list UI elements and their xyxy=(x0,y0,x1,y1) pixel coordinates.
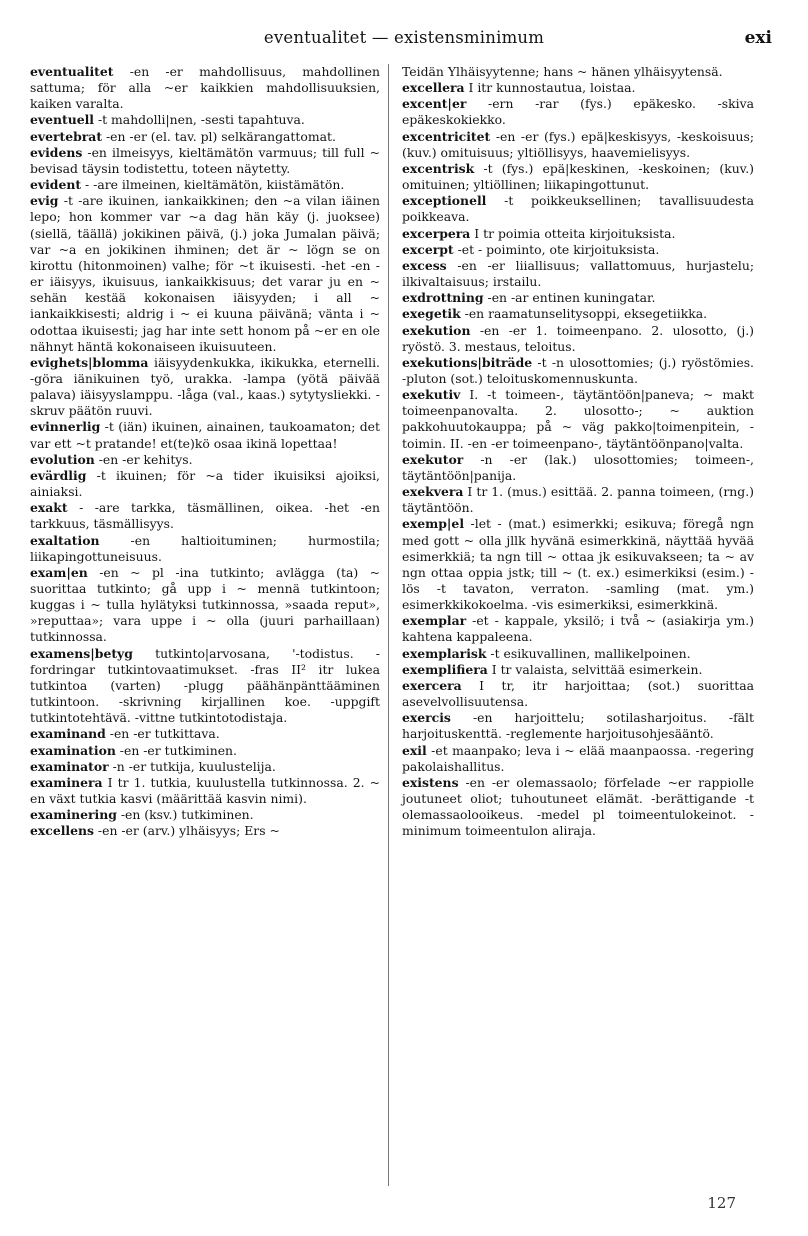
entry-headword: examinering xyxy=(30,807,117,823)
entry-headword: excent|er xyxy=(402,96,467,112)
dictionary-entry xyxy=(30,468,380,500)
dictionary-entry xyxy=(402,484,754,516)
entry-headword: exam|en xyxy=(30,564,88,580)
entry-definition: -n -er tutkija, kuulustelija. xyxy=(108,758,276,774)
entry-headword: exercis xyxy=(402,710,451,726)
entry-headword: evidens xyxy=(30,144,83,160)
entry-definition: -t esikuvallinen, mallikelpoinen. xyxy=(486,645,691,661)
dictionary-entry xyxy=(402,258,754,290)
entry-definition: -t ikuinen; för ~a tider ikuisiksi ajoiksi, ainiaksi. xyxy=(30,467,380,500)
entry-headword: examens|betyg xyxy=(30,645,133,661)
entry-definition: -en (ksv.) tutkiminen. xyxy=(116,807,254,823)
dictionary-entry xyxy=(402,743,754,775)
entry-headword: evärdlig xyxy=(30,467,87,483)
dictionary-entry xyxy=(30,775,380,807)
entry-definition: I itr kunnostautua, loistaa. xyxy=(464,80,636,96)
entry-headword: evinnerlig xyxy=(30,419,101,435)
entry-headword: excerpera xyxy=(402,225,471,241)
dictionary-entry xyxy=(30,355,380,420)
entry-definition: I tr valaista, selvittää esimerkein. xyxy=(487,661,703,677)
entry-headword: evighets|blomma xyxy=(30,354,149,370)
entry-headword: evident xyxy=(30,177,82,193)
entry-headword: excerpt xyxy=(402,241,454,257)
entry-headword: exegetik xyxy=(402,306,461,322)
entry-definition: I tr 1. tutkia, kuulustella tutkinnossa. 2. ~ en växt tutkia kasvi (määrittää kasvin nimi). xyxy=(30,774,380,807)
entry-definition: -t mahdolli|nen, -sesti tapahtuva. xyxy=(94,112,305,128)
entry-definition: -en -er tutkiminen. xyxy=(115,742,237,758)
entry-definition: -en raamatunselitysoppi, eksegetiikka. xyxy=(460,306,708,322)
dictionary-entry xyxy=(30,452,380,468)
entry-headword: eventualitet xyxy=(30,64,114,79)
entry-headword: exil xyxy=(402,742,427,758)
entry-definition: -en -er tutkittava. xyxy=(105,726,220,742)
dictionary-entry xyxy=(402,516,754,613)
entry-definition: -t poikkeuksellinen; tavallisuudesta poikkeava. xyxy=(402,193,754,225)
dictionary-entry xyxy=(30,726,380,742)
entry-definition: -n -er (lak.) ulosottomies; toimeen-, täytäntöön|panija. xyxy=(402,451,754,483)
entry-headword: examinand xyxy=(30,726,106,742)
entry-definition: - -are tarkka, täsmällinen, oikea. -het -en tarkkuus, täsmällisyys. xyxy=(30,500,380,532)
entry-definition: -t (iän) ikuinen, ainainen, taukoamaton; det var ett ~t pratande! et(te)kö osaa ikinä lopettaa! xyxy=(30,419,380,451)
entry-definition: -en -er mahdollisuus, mahdollinen sattuma; för alla ~er kaikkien mahdollisuuksien, kaiken varalta. xyxy=(30,64,380,112)
entry-headword: exercera xyxy=(402,677,462,693)
entry-definition: -en -er 1. toimeenpano. 2. ulosotto, (j.) ryöstö. 3. mestaus, teloitus. xyxy=(402,322,754,354)
dictionary-entry xyxy=(30,823,380,839)
entry-headword: exakt xyxy=(30,500,68,516)
entry-headword: excess xyxy=(402,257,447,273)
entry-definition: I tr poimia otteita kirjoituksista. xyxy=(470,225,676,241)
dictionary-entry xyxy=(30,112,380,128)
entry-headword: exekutor xyxy=(402,451,464,467)
running-title: eventualitet — existensminimum xyxy=(263,28,545,47)
dictionary-entry xyxy=(30,565,380,646)
entry-definition: -en ~ pl -ina tutkinto; avlägga (ta) ~ suorittaa tutkinto; gå upp i ~ mennä tutkintoon; kuggas i ~ tulla hylätyksi tutkinnossa, »saada reput», »reputtaa»; vara uppe i ~ olla (juuri parhaillaan) tutkinnossa. xyxy=(30,564,380,645)
entry-definition: I. -t toimeen-, täytäntöön|paneva; ~ makt toimeenpanovalta. 2. ulosotto-; ~ auktion pakkohuutokauppa; på ~ väg pakko|toimenpitein, -toimin. II. -en -er toimeenpano-, täytäntöönpano|valta. xyxy=(402,387,754,451)
dictionary-entry xyxy=(402,64,754,80)
entry-headword: excentricitet xyxy=(402,128,491,144)
dictionary-entry xyxy=(402,226,754,242)
dictionary-entry xyxy=(402,662,754,678)
entry-definition: tutkinto|arvosana, '-todistus. -fordringar tutkintovaatimukset. -fras II² itr lukea tutkintoa (varten) -plugg päähänpänttääminen tutkintoon. -skrivning kirjallinen koe. -uppgift tutkintotehtävä. -vittne tutkintotodistaja. xyxy=(30,645,380,726)
entry-headword: examination xyxy=(30,742,116,758)
entry-headword: examinator xyxy=(30,758,109,774)
entry-definition: -t -are ikuinen, iankaikkinen; den ~a vilan iäinen lepo; hon kommer var ~a dag hän käy (j. juoksee) (siellä, täällä) jokikinen päivä, (j.) joka Jumalan päivä; var ~a en jokikinen ihminen; det är ~ lögn se on kirottu (hitonmoinen) valhe; för ~t ikuisesti. -het -en -er iäisyys, ikuisuus, iankaikkisuus; det varar ju en ~ sehän kestää kokonaisen iäisyyden; i all ~ iankaikkisesti; aldrig i ~ ei kuuna päivänä; vänta i ~ odottaa ikuisesti; jag har inte sett honom på ~er en ole nähnyt häntä kokonaiseen ikuisuuteen. xyxy=(30,193,380,354)
dictionary-entry xyxy=(402,290,754,306)
entry-headword: excellera xyxy=(402,80,465,96)
entry-definition: -en -er (fys.) epä|keskisyys, -keskoisuus; (kuv.) omituisuus; yltiöllisyys, haavemielisyys. xyxy=(402,128,754,160)
dictionary-entry xyxy=(402,80,754,96)
entry-headword: exemplarisk xyxy=(402,645,487,661)
entry-definition: Teidän Ylhäisyytenne; hans ~ hänen ylhäisyytensä. xyxy=(402,64,723,79)
entry-definition: -en haltioituminen; hurmostila; liikapingottuneisuus. xyxy=(30,532,380,564)
dictionary-entry xyxy=(402,678,754,710)
dictionary-entry xyxy=(30,64,380,112)
dictionary-entry xyxy=(402,613,754,645)
dictionary-entry xyxy=(402,96,754,128)
entry-headword: excellens xyxy=(30,823,94,839)
entry-headword: evolution xyxy=(30,451,95,467)
entry-definition: -en harjoittelu; sotilasharjoitus. -fält harjoituskenttä. -reglemente harjoitusohjesääntö. xyxy=(402,710,754,742)
dictionary-entry xyxy=(402,242,754,258)
entry-headword: evertebrat xyxy=(30,128,103,144)
dictionary-entry xyxy=(402,193,754,225)
entry-definition: I tr, itr harjoittaa; (sot.) suorittaa asevelvollisuutensa. xyxy=(402,677,754,710)
entry-headword: exekvera xyxy=(402,484,464,500)
dictionary-entry xyxy=(402,710,754,742)
entry-definition: -et - kappale, yksilö; i två ~ (asiakirja ym.) kahtena kappaleena. xyxy=(402,613,754,645)
dictionary-entry xyxy=(402,387,754,452)
dictionary-entry xyxy=(30,743,380,759)
entry-definition: -en -er kehitys. xyxy=(94,451,193,467)
page-header xyxy=(30,28,778,54)
right-column xyxy=(402,64,754,840)
entry-definition: -let - (mat.) esimerkki; esikuva; föregå ngn med gott ~ olla jllk hyvänä esimerkkinä, näyttää hyvää esimerkkiä; ta ngn till ~ ottaa jk esikuvakseen; ta ~ av ngn ottaa oppia jstk; till ~ (t. ex.) esimerkiksi (esim.) -lös -t tavaton, verraton. -samling (mat. ym.) esimerkkikokoelma. -vis esimerkiksi, esimerkkinä. xyxy=(402,516,754,613)
dictionary-entry xyxy=(30,193,380,355)
entry-headword: exdrottning xyxy=(402,290,484,306)
dictionary-entry xyxy=(402,646,754,662)
entry-definition: I tr 1. (mus.) esittää. 2. panna toimeen, (rng.) täytäntöön. xyxy=(402,484,754,516)
dictionary-entry xyxy=(402,452,754,484)
dictionary-entry xyxy=(402,775,754,840)
guide-word: exi xyxy=(744,28,772,48)
entry-headword: exceptionell xyxy=(402,193,487,209)
entry-definition: -en -er liiallisuus; vallattomuus, hurjastelu; ilkivaltaisuus; irstailu. xyxy=(402,257,754,290)
entry-headword: exekution xyxy=(402,322,471,338)
dictionary-entry xyxy=(30,807,380,823)
entry-headword: exaltation xyxy=(30,532,100,548)
dictionary-entry xyxy=(30,177,380,193)
dictionary-entry xyxy=(30,129,380,145)
column-divider xyxy=(388,64,389,1186)
entry-definition: -t -n ulosottomies; (j.) ryöstömies. -pluton (sot.) teloituskomennuskunta. xyxy=(402,354,754,386)
dictionary-entry xyxy=(30,419,380,451)
entry-definition: iäisyydenkukka, ikikukka, eternelli. -göra iänikuinen työ, urakka. -lampa (yötä päivää palava) iäisyyslamppu. -låga (val., kaas.) sytytysliekki. -skruv päätön ruuvi. xyxy=(30,354,380,419)
entry-definition: -et maanpako; leva i ~ elää maanpaossa. -regering pakolaishallitus. xyxy=(402,742,754,774)
dictionary-entry xyxy=(30,500,380,532)
entry-definition: - -are ilmeinen, kieltämätön, kiistämätön. xyxy=(81,177,345,193)
dictionary-entry xyxy=(30,145,380,177)
entry-definition: -en -er (arv.) ylhäisyys; Ers ~ xyxy=(93,823,280,839)
dictionary-entry xyxy=(402,323,754,355)
entry-definition: -en -er (el. tav. pl) selkärangattomat. xyxy=(102,128,336,144)
entry-headword: exemp|el xyxy=(402,516,465,532)
entry-definition: -en -ar entinen kuningatar. xyxy=(483,290,656,306)
entry-headword: examinera xyxy=(30,774,103,790)
left-column xyxy=(30,64,380,840)
entry-headword: exekutions|biträde xyxy=(402,354,533,370)
dictionary-entry xyxy=(30,533,380,565)
dictionary-entry xyxy=(402,129,754,161)
dictionary-entry xyxy=(30,759,380,775)
entry-definition: -en ilmeisyys, kieltämätön varmuus; till full ~ bevisad täysin todistettu, toteen näytetty. xyxy=(30,144,380,176)
entry-definition: -ern -rar (fys.) epäkesko. -skiva epäkeskokiekko. xyxy=(402,96,754,128)
entry-headword: existens xyxy=(402,774,459,790)
dictionary-entry xyxy=(402,306,754,322)
dictionary-entry xyxy=(30,646,380,727)
dictionary-entry xyxy=(402,355,754,387)
entry-headword: exekutiv xyxy=(402,387,461,403)
entry-headword: eventuell xyxy=(30,112,95,128)
entry-definition: -et - poiminto, ote kirjoituksista. xyxy=(453,241,660,257)
entry-definition: -en -er olemassaolo; förfelade ~er rappiolle joutuneet oliot; tuhoutuneet elämät. -berättigande -t olemassaolooikeus. -medel pl toimeentulokeinot. -minimum toimeentulon aliraja. xyxy=(402,774,754,839)
entry-headword: excentrisk xyxy=(402,160,475,176)
entry-headword: evig xyxy=(30,193,59,209)
entry-headword: exemplar xyxy=(402,613,467,629)
page-number: 127 xyxy=(707,1194,736,1212)
entry-headword: exemplifiera xyxy=(402,661,488,677)
entry-definition: -t (fys.) epä|keskinen, -keskoinen; (kuv.) omituinen; yltiöllinen; liikapingottunut. xyxy=(402,160,754,193)
dictionary-entry xyxy=(402,161,754,193)
